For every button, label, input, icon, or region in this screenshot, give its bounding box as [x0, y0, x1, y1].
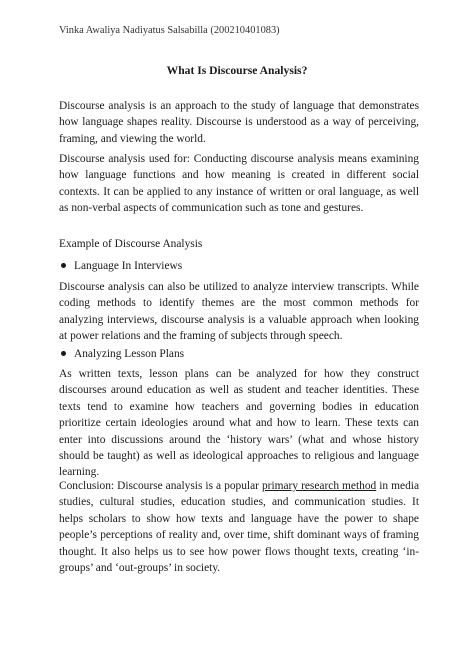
lesson-plans-paragraph: As written texts, lesson plans can be analyzed for how they construct discourses around education as well as student and teacher identities. These texts tend to examine how teachers and governing bodies in education prioritize certain ideologies around what and how to learn. These texts can enter into discussions around the ‘history wars’ (what and whose history should be taught) as well as ideological approaches to religious and language learning. [59, 368, 419, 479]
conclusion-paragraph [59, 478, 419, 576]
conclusion-text-end: in media studies, cultural studies, education studies, and communication studies. It helps scholars to show how texts and language have the power to shape people’s perceptions of reality and, over time, shift dominant ways of framing thought. It also helps us to see how power flows thought texts, creating ‘in-groups’ and ‘out-groups’ in society. [59, 480, 420, 575]
bullet-item-interviews [59, 258, 182, 274]
bullet-item-lesson-plans [59, 346, 184, 362]
bullet-icon [61, 263, 66, 268]
author-header: Vinka Awaliya Nadiyatus Salsabilla (200210401083) [59, 25, 280, 36]
primary-research-method-link[interactable]: primary research method [261, 480, 377, 492]
bullet-label: Language In Interviews [74, 260, 183, 272]
bullet-icon [61, 351, 66, 356]
page-title: What Is Discourse Analysis? [166, 64, 308, 77]
intro-paragraph-2: Discourse analysis used for: Conducting discourse analysis means examining how language functions and how meaning is created in different social contexts. It can be applied to any instance of written or oral language, as well as non-verbal aspects of communication such as tone and gestures. [59, 153, 419, 215]
conclusion-text-start: Conclusion: Discourse analysis is a popular [59, 480, 262, 492]
interviews-paragraph: Discourse analysis can also be utilized to analyze interview transcripts. While coding methods to identify themes are the most common methods for analyzing interviews, discourse analysis is a valuable approach when looking at power relations and the framing of subjects through speech. [59, 281, 419, 343]
examples-heading: Example of Discourse Analysis [59, 238, 203, 250]
bullet-label: Analyzing Lesson Plans [74, 348, 185, 360]
intro-paragraph-1: Discourse analysis is an approach to the study of language that demonstrates how language shapes reality. Discourse is understood as a way of perceiving, framing, and viewing the world. [59, 100, 419, 145]
